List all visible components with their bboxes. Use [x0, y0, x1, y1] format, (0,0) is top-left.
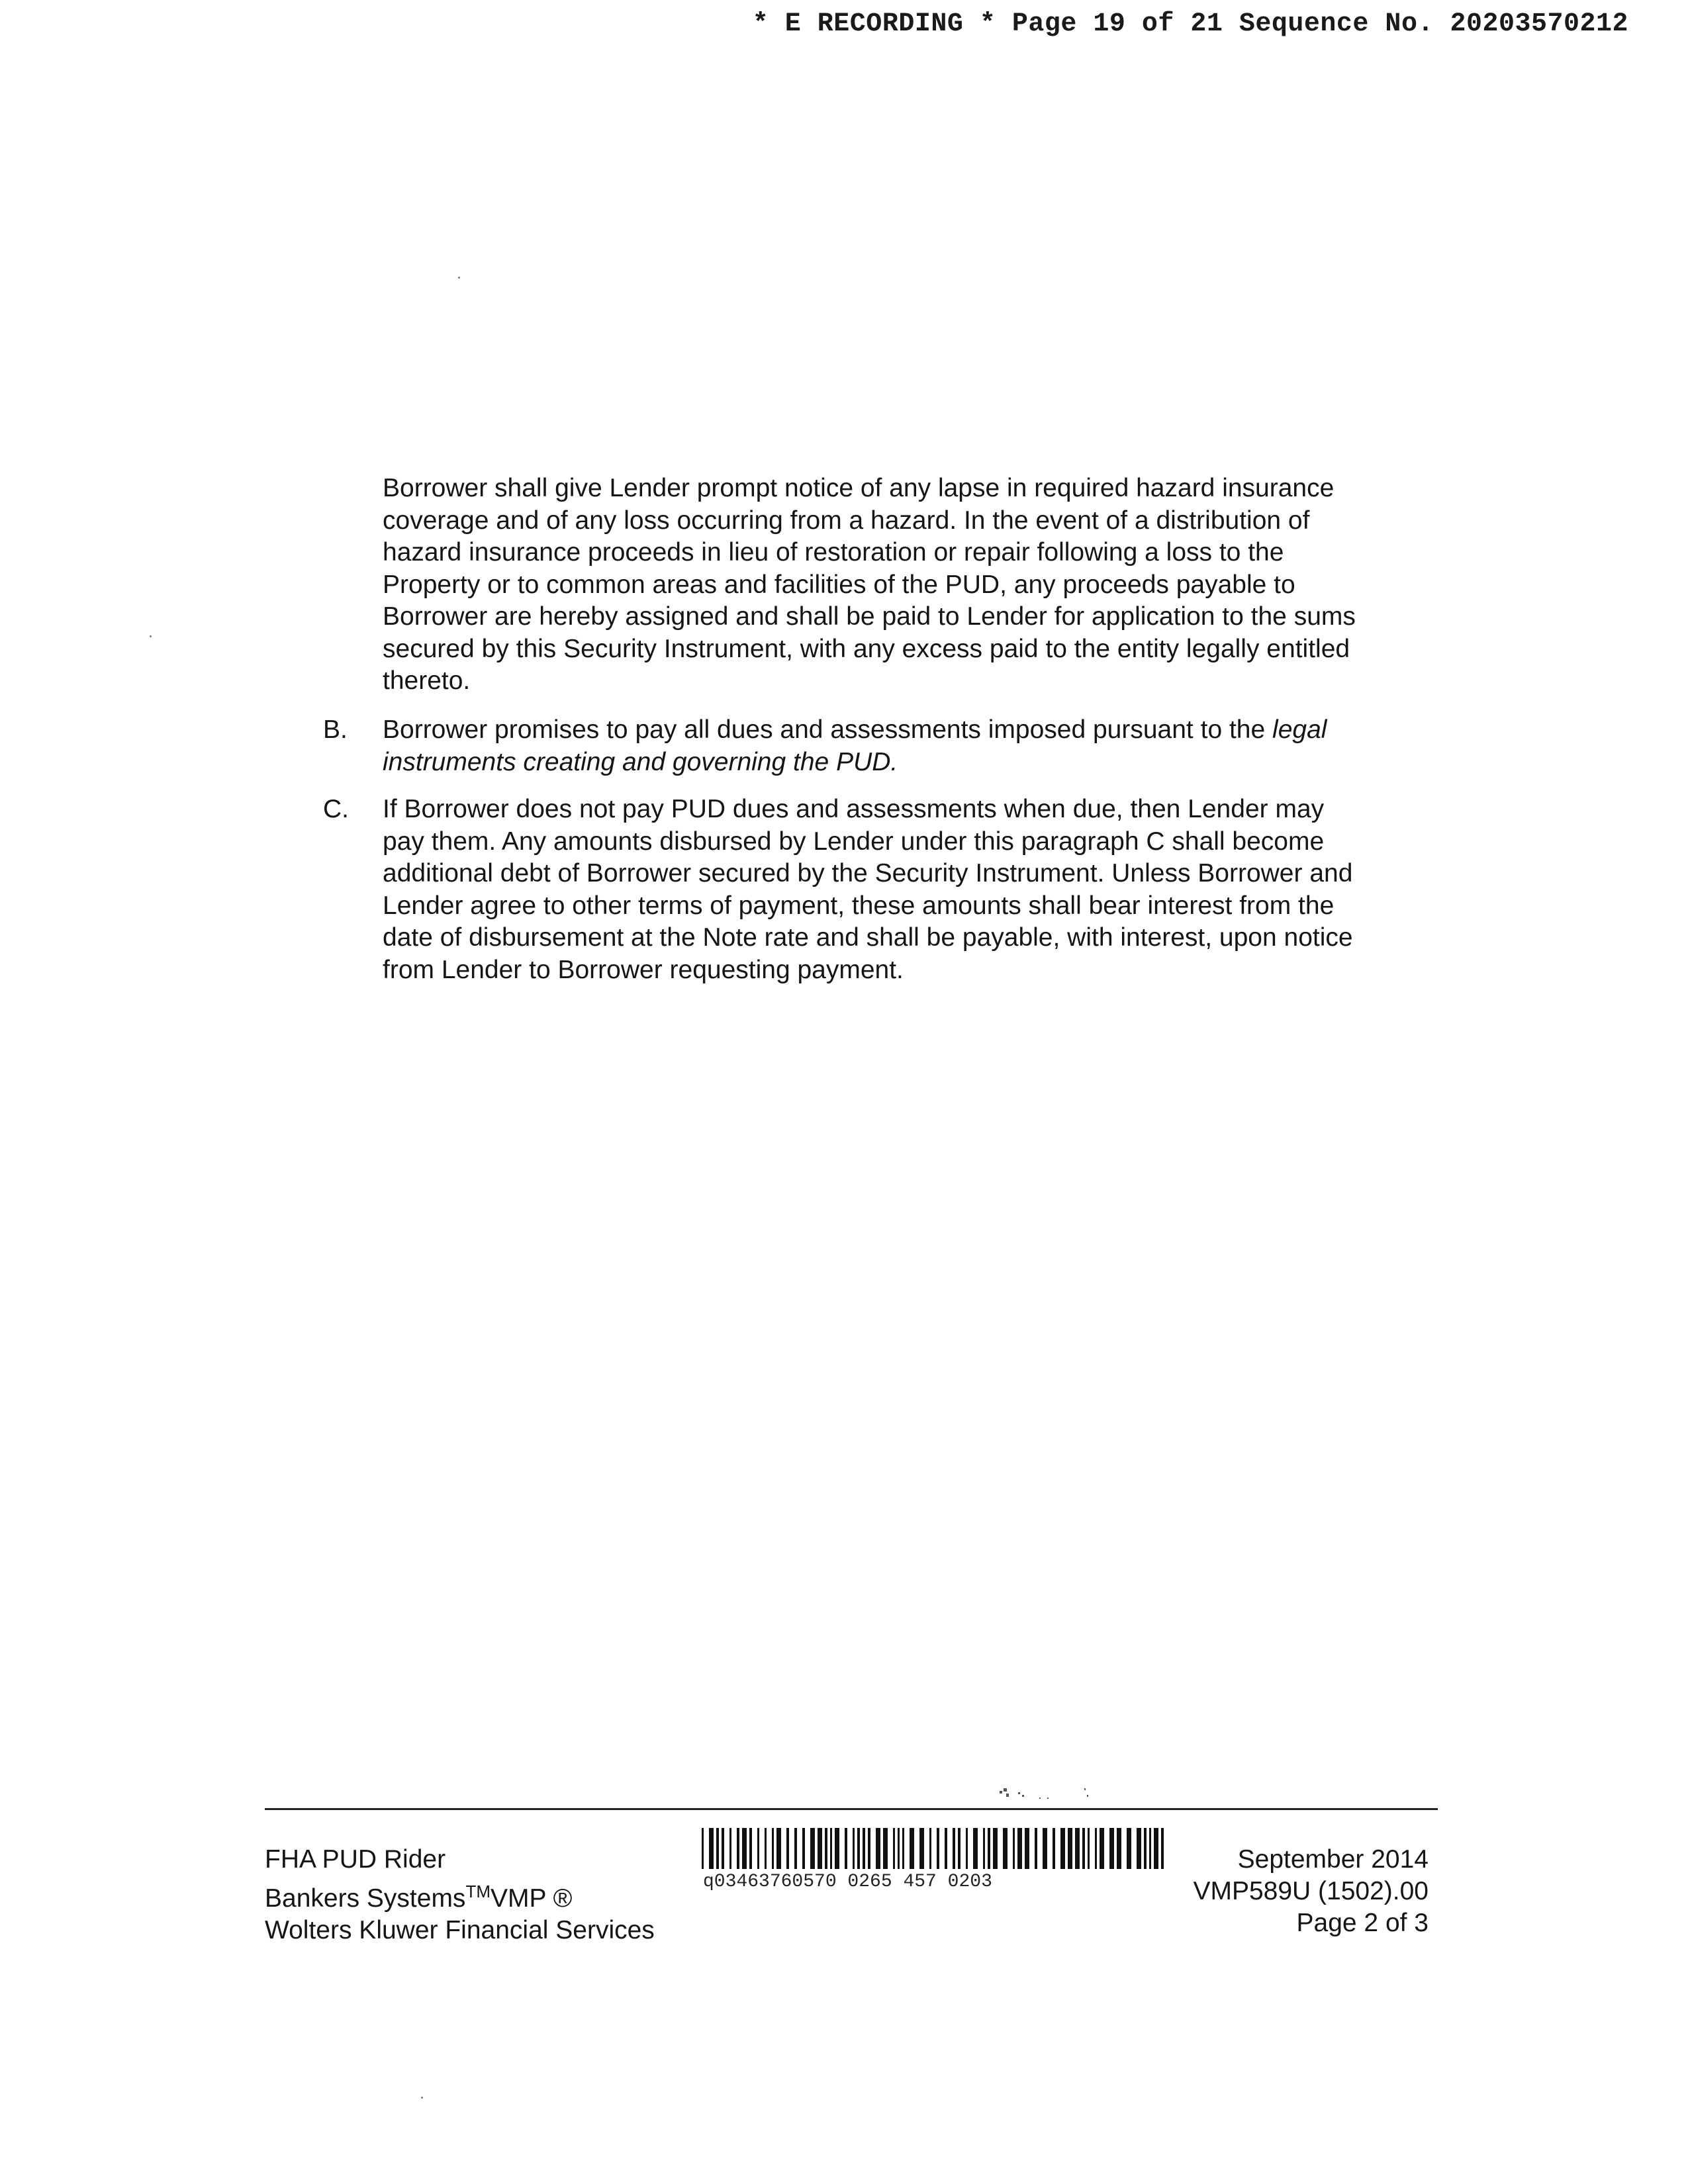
item-b-text: Borrower promises to pay all dues and assessments imposed pursuant to the: [383, 715, 1266, 744]
barcode-bar: [1161, 1828, 1164, 1869]
barcode-bar: [958, 1828, 961, 1869]
barcode-bar: [910, 1828, 914, 1869]
company-name: Wolters Kluwer Financial Services: [265, 1916, 655, 1944]
barcode-bar: [868, 1828, 870, 1869]
barcode-bar: [863, 1828, 865, 1869]
barcode-bar: [729, 1828, 731, 1869]
barcode-bar: [830, 1828, 832, 1869]
barcode-bar: [709, 1828, 714, 1869]
barcode-bar: [1117, 1828, 1121, 1869]
barcode-bar: [1075, 1828, 1080, 1869]
barcode-bar: [876, 1828, 880, 1869]
scan-speck: [150, 635, 152, 637]
barcode-bar: [893, 1828, 895, 1869]
barcode-bar: [742, 1828, 747, 1869]
barcode-bar: [794, 1828, 797, 1869]
barcode-bar: [772, 1828, 774, 1869]
barcode-bar: [722, 1828, 724, 1869]
barcode-bar: [1013, 1828, 1015, 1869]
barcode-bar: [1127, 1828, 1131, 1869]
form-name: FHA PUD Rider: [265, 1845, 446, 1874]
barcode-bar: [929, 1828, 931, 1869]
barcode-bar: [1017, 1828, 1022, 1869]
barcode-bar: [1095, 1828, 1097, 1869]
barcode-bar: [845, 1828, 847, 1869]
barcode-number: q03463760570 0265 457 0203: [703, 1872, 992, 1892]
barcode-bar: [810, 1828, 815, 1869]
barcode-bar: [953, 1828, 955, 1869]
barcode-bar: [1154, 1828, 1158, 1869]
barcode-bar: [1003, 1828, 1008, 1869]
form-date: September 2014: [1237, 1845, 1429, 1874]
barcode: [702, 1828, 1165, 1869]
barcode-bar: [1109, 1828, 1114, 1869]
barcode-bar: [757, 1828, 759, 1869]
barcode-bar: [1144, 1828, 1147, 1869]
barcode-bar: [749, 1828, 752, 1869]
footer-divider: [265, 1808, 1438, 1810]
barcode-bar: [883, 1828, 888, 1869]
barcode-bar: [1088, 1828, 1090, 1869]
scan-noise: [1000, 1786, 1105, 1804]
item-b-letter: B.: [323, 715, 348, 744]
page-number: Page 2 of 3: [1296, 1909, 1429, 1937]
barcode-bar: [786, 1828, 789, 1869]
barcode-bar: [1149, 1828, 1151, 1869]
publisher-prefix: Bankers Systems: [265, 1884, 466, 1913]
form-code: VMP589U (1502).00: [1193, 1877, 1429, 1905]
barcode-bar: [776, 1828, 781, 1869]
barcode-bar: [973, 1828, 978, 1869]
barcode-bar: [983, 1828, 985, 1869]
barcode-bar: [898, 1828, 900, 1869]
barcode-bar: [966, 1828, 968, 1869]
barcode-bar: [835, 1828, 839, 1869]
barcode-bar: [1053, 1828, 1055, 1869]
barcode-bar: [853, 1828, 855, 1869]
item-b: [323, 714, 1356, 778]
barcode-bar: [716, 1828, 719, 1869]
scan-speck: [421, 2097, 423, 2099]
item-c-text: If Borrower does not pay PUD dues and assessments when due, then Lender may pay them. Any amounts disbursed by Lender under this paragraph C shall become additional debt of Borrower secured by the Security Instrument. Unless Borrower and Lender agree to other terms of payment, these amounts shall bear interest from the date of disbursement at the Note rate and shall be payable, with interest, upon notice from Lender to Borrower requesting payment.: [383, 795, 1353, 984]
publisher-line: [265, 1876, 655, 1915]
footer-right-block: [1193, 1844, 1429, 1939]
item-c-letter: C.: [323, 795, 349, 823]
barcode-bar: [937, 1828, 939, 1869]
barcode-bar: [802, 1828, 805, 1869]
barcode-bar: [1043, 1828, 1047, 1869]
paragraph-hazard-insurance: Borrower shall give Lender prompt notice of any lapse in required hazard insurance coverage and of any loss occurring from a hazard. In the event of a distribution of hazard insurance proceeds in lieu of restoration or repair following a loss to the Property or to common areas and facilities of the PUD, any proceeds payable to Borrower are hereby assigned and shall be paid to Lender for application to the sums secured by this Security Instrument, with any excess paid to the entity legally entitled thereto.: [383, 474, 1356, 695]
barcode-bar: [988, 1828, 990, 1869]
barcode-bar: [825, 1828, 827, 1869]
barcode-bar: [1100, 1828, 1104, 1869]
barcode-bar: [737, 1828, 739, 1869]
scan-speck: [458, 277, 460, 279]
barcode-bar: [993, 1828, 998, 1869]
barcode-bar: [1025, 1828, 1029, 1869]
footer-left-block: [265, 1844, 655, 1946]
barcode-bar: [1137, 1828, 1141, 1869]
publisher-suffix: VMP ®: [490, 1884, 573, 1913]
item-c: [323, 794, 1356, 986]
trademark-mark: TM: [465, 1882, 491, 1901]
barcode-bar: [919, 1828, 924, 1869]
barcode-bar: [818, 1828, 822, 1869]
barcode-bar: [765, 1828, 767, 1869]
barcode-bar: [702, 1828, 704, 1869]
barcode-bar: [1035, 1828, 1037, 1869]
barcode-bar: [902, 1828, 904, 1869]
barcode-bar: [1068, 1828, 1072, 1869]
barcode-bar: [1060, 1828, 1065, 1869]
item-b-text-italic: legal instruments creating and governing the PUD.: [383, 715, 1327, 776]
barcode-bar: [857, 1828, 860, 1869]
recording-header: * E RECORDING * Page 19 of 21 Sequence No. 20203570212: [752, 9, 1628, 39]
barcode-bar: [945, 1828, 947, 1869]
barcode-bar: [1082, 1828, 1085, 1869]
